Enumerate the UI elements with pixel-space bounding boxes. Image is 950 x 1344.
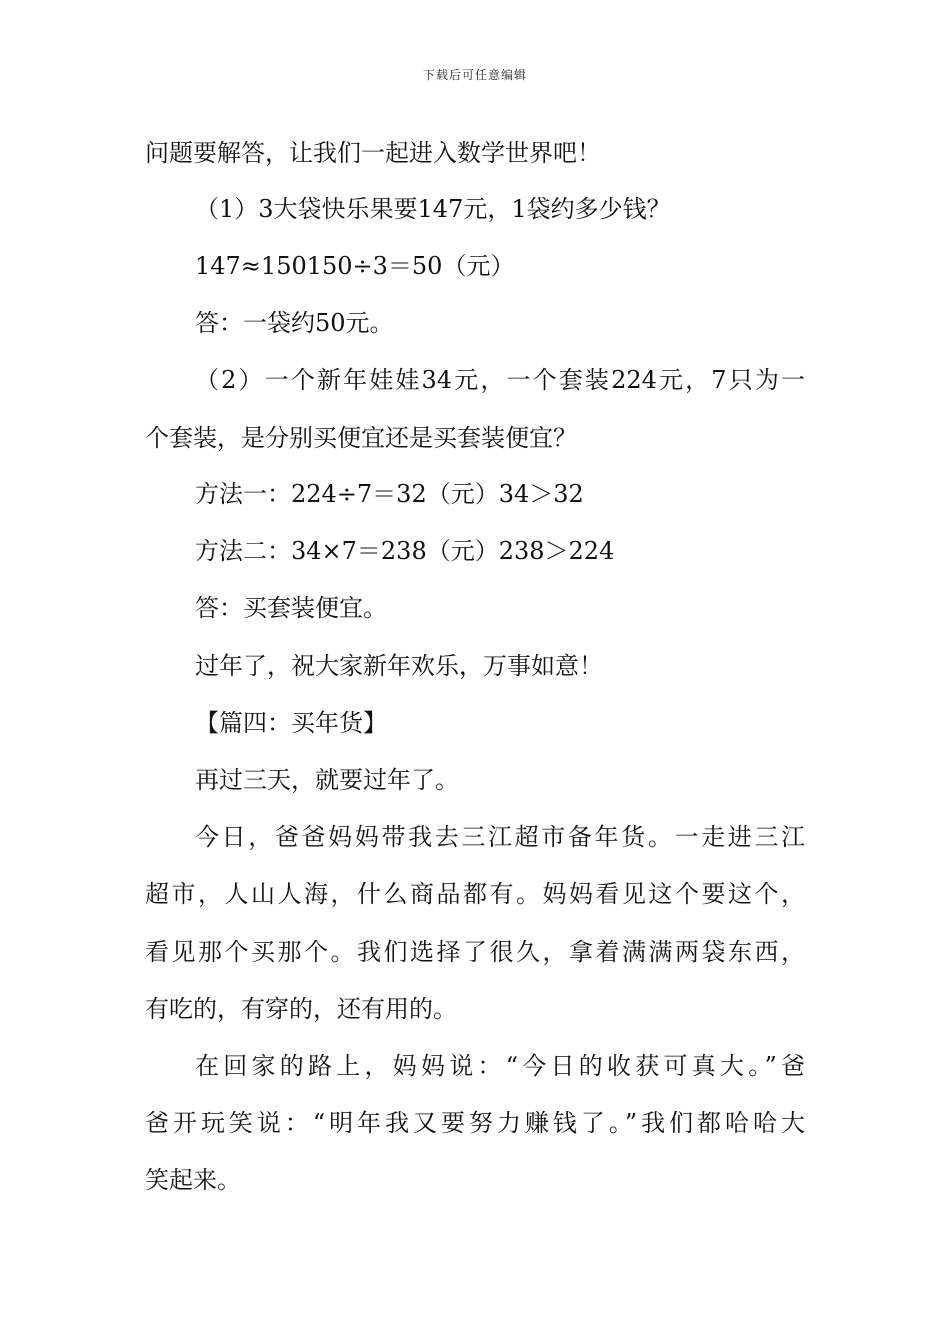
text-line: 过年了，祝大家新年欢乐，万事如意！ — [195, 652, 603, 680]
text-line: 超市，人山人海，什么商品都有。妈妈看见这个要这个， — [145, 880, 805, 908]
text-line: 方法二：34×7＝238（元）238＞224 — [195, 537, 615, 565]
text-line: 问题要解答，让我们一起进入数学世界吧！ — [145, 139, 601, 167]
text-line: 今日，爸爸妈妈带我去三江超市备年货。一走进三江 — [195, 823, 805, 851]
header-note: 下载后可任意编辑 — [422, 68, 527, 82]
text-line: 看见那个买那个。我们选择了很久，拿着满满两袋东西， — [145, 938, 805, 966]
text-line: 笑起来。 — [145, 1166, 241, 1194]
text-line: （2）一个新年娃娃34元，一个套装224元，7只为一 — [195, 366, 805, 394]
text-line: （1）3大袋快乐果要147元，1袋约多少钱？ — [195, 195, 671, 223]
text-line: 个套装，是分别买便宜还是买套装便宜？ — [145, 424, 577, 452]
text-line: 答：买套装便宜。 — [195, 594, 387, 622]
text-line: 在回家的路上，妈妈说：“今日的收获可真大。”爸 — [195, 1052, 805, 1080]
text-line: 有吃的，有穿的，还有用的。 — [145, 995, 457, 1023]
text-line: 147≈150150÷3＝50（元） — [195, 252, 515, 280]
text-line: 再过三天，就要过年了。 — [195, 766, 459, 794]
text-line: 爸开玩笑说：“明年我又要努力赚钱了。”我们都哈哈大 — [145, 1109, 805, 1137]
section-heading: 【篇四：买年货】 — [195, 709, 387, 737]
text-line: 答：一袋约50元。 — [195, 309, 394, 337]
text-line: 方法一：224÷7＝32（元）34＞32 — [195, 480, 584, 508]
